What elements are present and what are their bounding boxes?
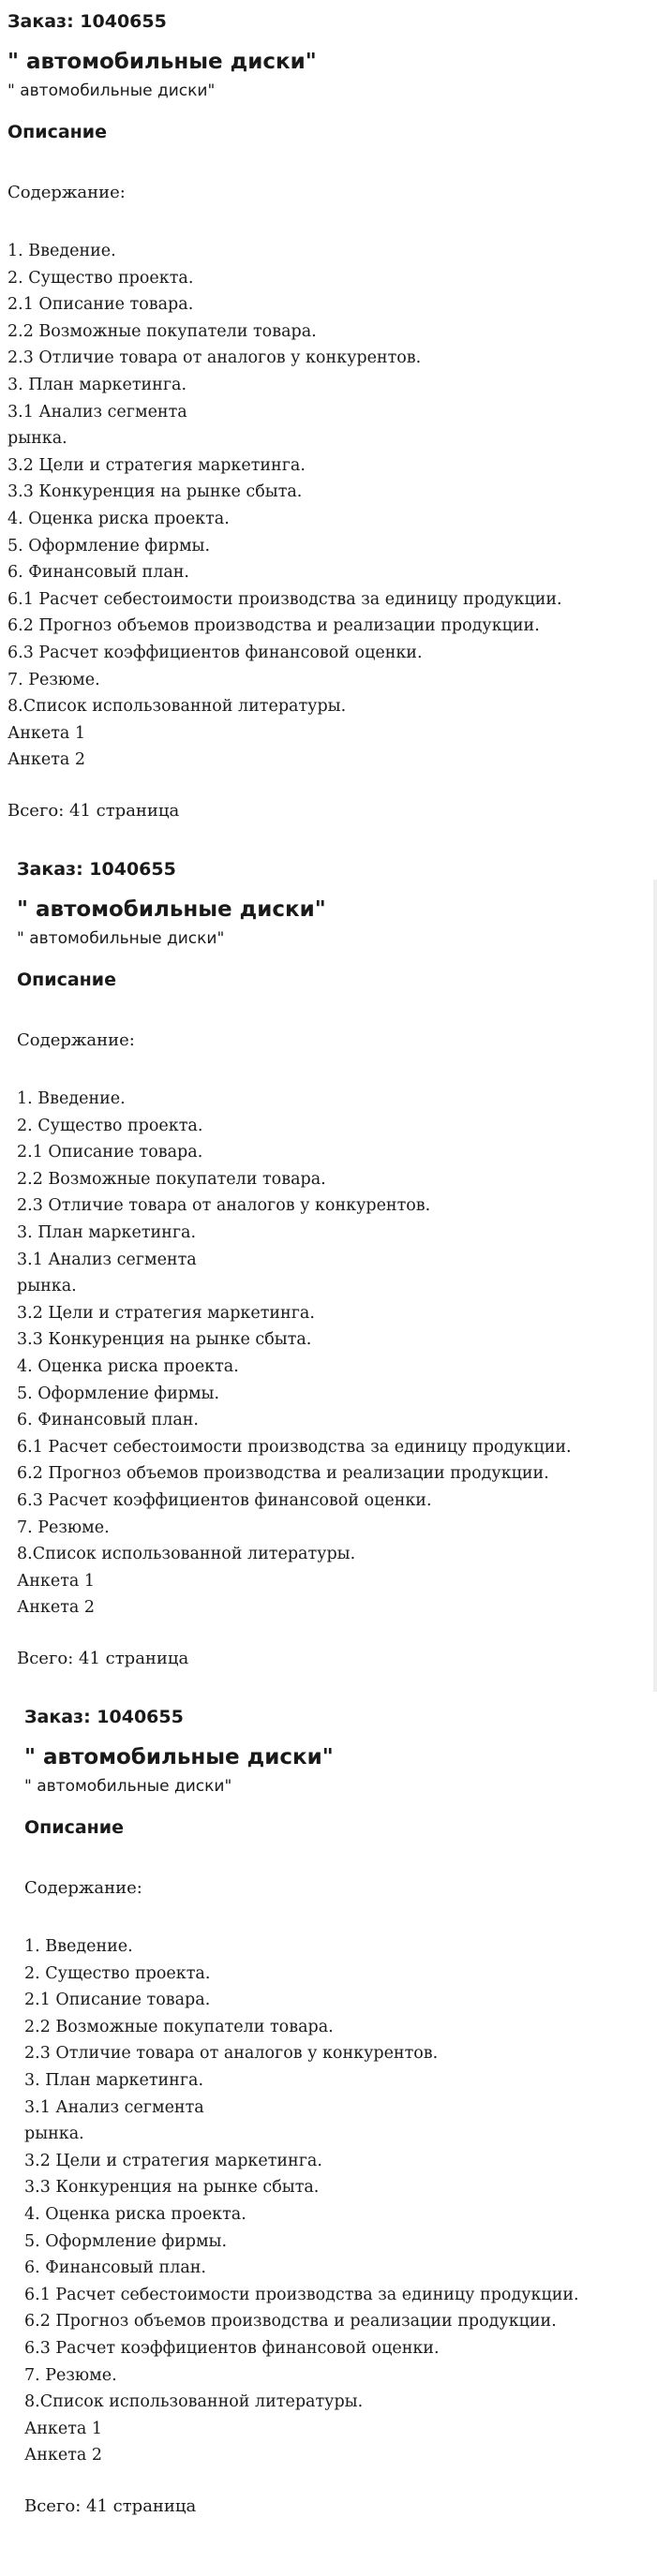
order-subtitle: " автомобильные диски" [17, 929, 225, 948]
toc-item: 2. Существо проекта. [17, 1116, 203, 1135]
toc-item: 3.1 Анализ сегмента [7, 402, 187, 422]
toc-item: 5. Оформление фирмы. [7, 536, 211, 555]
toc-item: 4. Оценка риска проекта. [17, 1356, 239, 1376]
toc-item: Анкета 1 [24, 2419, 103, 2438]
toc-item: рынка. [24, 2124, 84, 2144]
toc-item: 1. Введение. [24, 1937, 133, 1956]
toc-item: 3.2 Цели и стратегия маркетинга. [24, 2151, 322, 2170]
total-pages: Всего: 41 страница [7, 800, 180, 821]
toc-item: Анкета 2 [7, 750, 86, 770]
contents-label: Содержание: [24, 1878, 142, 1898]
toc-item: 2.1 Описание товара. [24, 1991, 211, 2010]
toc-item: 3.3 Конкуренция на рынке сбыта. [17, 1330, 312, 1350]
order-card [0, 0, 657, 848]
order-number: Заказ: 1040655 [7, 11, 167, 32]
order-number: Заказ: 1040655 [24, 1707, 184, 1727]
toc-item: 8.Список использованной литературы. [17, 1545, 356, 1564]
order-card-content [7, 0, 650, 822]
order-title: " автомобильные диски" [7, 50, 317, 74]
description-heading: Описание [24, 1817, 125, 1838]
toc-item: 2.1 Описание товара. [17, 1143, 203, 1162]
toc-item: 6.1 Расчет себестоимости производства за единицу продукции. [17, 1437, 572, 1457]
toc-item: 7. Резюме. [17, 1517, 110, 1537]
toc-item: Анкета 1 [17, 1571, 96, 1591]
toc-item: 2.3 Отличие товара от аналогов у конкурентов. [7, 348, 422, 368]
toc-item: 6.2 Прогноз объемов производства и реализации продукции. [7, 616, 540, 636]
toc-item: 2.2 Возможные покупатели товара. [17, 1169, 326, 1189]
toc-item: рынка. [17, 1277, 77, 1296]
toc-item: 6.1 Расчет себестоимости производства за единицу продукции. [7, 589, 562, 609]
order-subtitle: " автомобильные диски" [24, 1777, 232, 1796]
toc-item: 2.2 Возможные покупатели товара. [24, 2017, 334, 2036]
table-of-contents [17, 1086, 650, 1621]
toc-item: 6. Финансовый план. [7, 563, 189, 583]
toc-item: 1. Введение. [17, 1089, 126, 1108]
order-number: Заказ: 1040655 [17, 859, 176, 880]
toc-item: 2.3 Отличие товара от аналогов у конкурентов. [17, 1196, 431, 1216]
toc-item: 3.2 Цели и стратегия маркетинга. [17, 1303, 315, 1323]
toc-item: 2. Существо проекта. [7, 268, 194, 288]
table-of-contents [24, 1933, 650, 2469]
toc-item: 2.3 Отличие товара от аналогов у конкурентов. [24, 2044, 439, 2064]
toc-item: 7. Резюме. [24, 2365, 117, 2385]
table-of-contents [7, 238, 650, 774]
toc-item: Анкета 1 [7, 723, 86, 743]
contents-label: Содержание: [7, 183, 126, 202]
toc-item: 6.3 Расчет коэффициентов финансовой оценки. [17, 1490, 432, 1510]
toc-item: 3.2 Цели и стратегия маркетинга. [7, 455, 306, 475]
contents-label: Содержание: [17, 1030, 135, 1050]
toc-item: 2.1 Описание товара. [7, 295, 194, 315]
total-pages: Всего: 41 страница [24, 2495, 197, 2516]
toc-item: 1. Введение. [7, 242, 116, 260]
toc-item: Анкета 2 [24, 2446, 103, 2465]
toc-item: 3. План маркетинга. [17, 1222, 197, 1242]
order-card [0, 848, 657, 1695]
toc-item: 6.2 Прогноз объемов производства и реализации продукции. [17, 1464, 549, 1484]
toc-item: 3.1 Анализ сегмента [24, 2097, 204, 2117]
toc-item: 3.3 Конкуренция на рынке сбыта. [7, 482, 303, 502]
description-heading: Описание [17, 970, 117, 990]
toc-item: Анкета 2 [17, 1598, 96, 1618]
toc-item: 8.Список использованной литературы. [7, 697, 347, 717]
toc-item: 2.2 Возможные покупатели товара. [7, 321, 317, 341]
toc-item: 6. Финансовый план. [17, 1411, 199, 1430]
toc-item: 4. Оценка риска проекта. [7, 509, 230, 528]
toc-item: 5. Оформление фирмы. [24, 2231, 228, 2251]
toc-item: 7. Резюме. [7, 670, 100, 689]
toc-item: 3.3 Конкуренция на рынке сбыта. [24, 2178, 320, 2198]
order-card [0, 1695, 657, 2543]
toc-item: 2. Существо проекта. [24, 1963, 211, 1983]
toc-item: 6.1 Расчет себестоимости производства за единицу продукции. [24, 2285, 579, 2304]
toc-item: 5. Оформление фирмы. [17, 1384, 220, 1403]
toc-item: 3. План маркетинга. [24, 2070, 204, 2090]
order-subtitle: " автомобильные диски" [7, 81, 216, 100]
order-card-content [17, 848, 650, 1670]
toc-item: 6.3 Расчет коэффициентов финансовой оценки. [7, 643, 423, 662]
order-card-content [24, 1695, 650, 2518]
order-title: " автомобильные диски" [17, 897, 326, 922]
total-pages: Всего: 41 страница [17, 1648, 189, 1668]
toc-item: 4. Оценка риска проекта. [24, 2204, 246, 2224]
order-title: " автомобильные диски" [24, 1745, 334, 1769]
toc-item: рынка. [7, 429, 67, 449]
toc-item: 6.2 Прогноз объемов производства и реализации продукции. [24, 2312, 557, 2332]
toc-item: 6.3 Расчет коэффициентов финансовой оценки. [24, 2338, 440, 2358]
toc-item: 3.1 Анализ сегмента [17, 1250, 197, 1269]
toc-item: 8.Список использованной литературы. [24, 2392, 364, 2412]
description-heading: Описание [7, 122, 108, 142]
toc-item: 3. План маркетинга. [7, 375, 187, 394]
toc-item: 6. Финансовый план. [24, 2258, 206, 2278]
